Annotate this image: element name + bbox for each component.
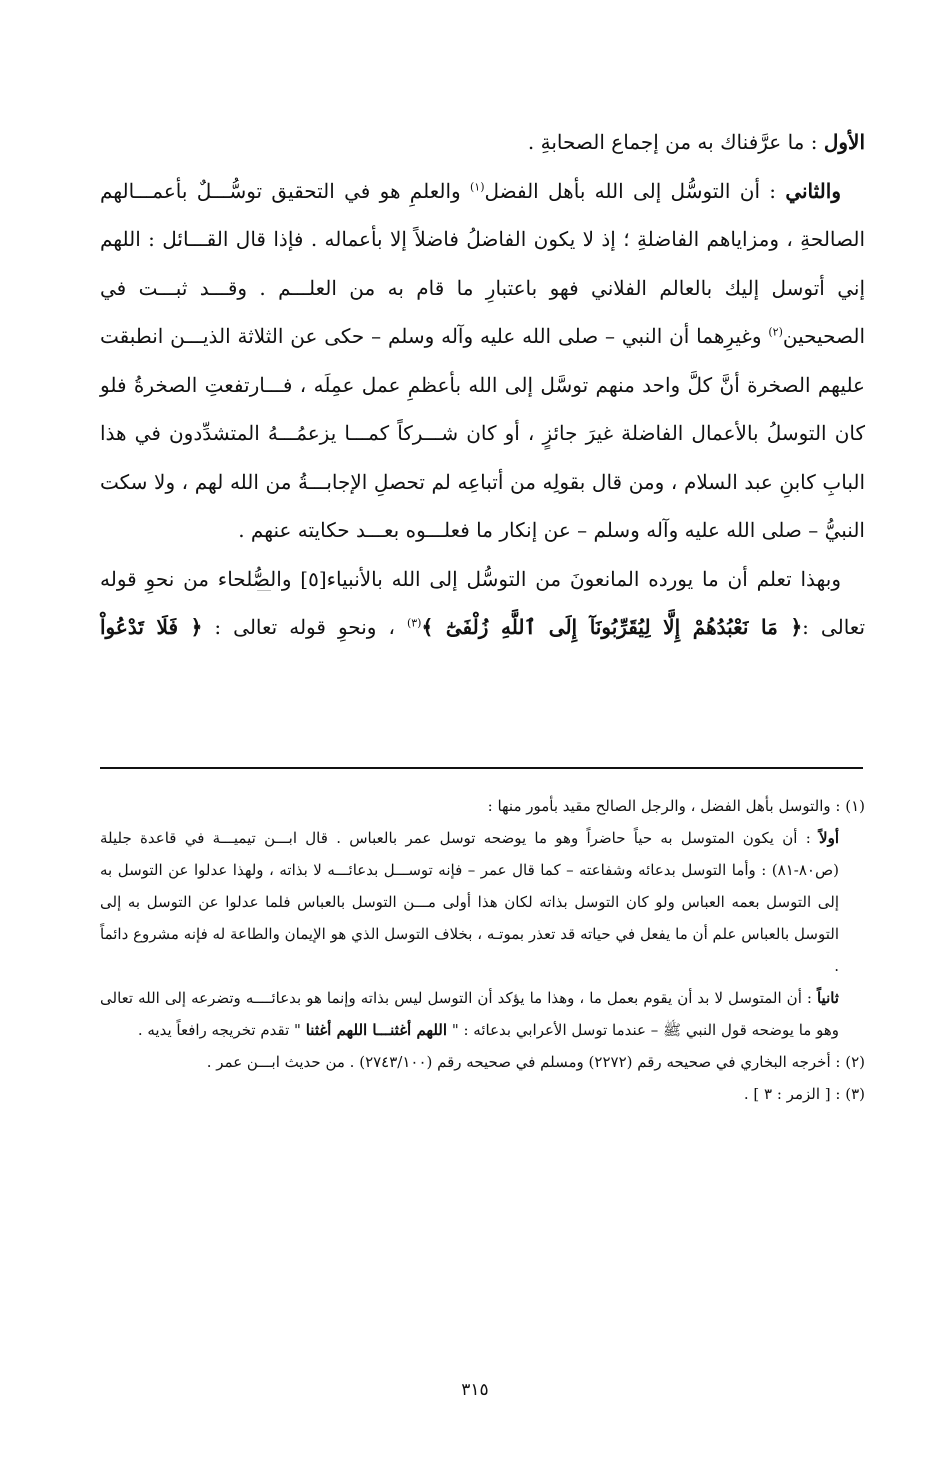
footnote-2: (٢) : أخرجه البخاري في صحيحه رقم (٢٢٧٢) ومسلم في صحيحه رقم (٢٧٤٣/١٠٠) . من حديث ابـــن عمر . bbox=[206, 1053, 865, 1071]
second-lead-word: والثاني bbox=[785, 178, 841, 203]
footnote-1: (١) : والتوسل بأهل الفضل ، والرجل الصالح مقيد بأمور منها : bbox=[487, 797, 865, 815]
second-paragraph-text-a: : أن التوسُّل إلى الله بأهل الفضل bbox=[484, 178, 786, 203]
footnote-1-second-text-b: " تقدم تخريجه رافعاً يديه . bbox=[137, 1021, 306, 1039]
footnote-1-second bbox=[100, 982, 865, 1046]
quran-verse-1: ﴿ مَا نَعْبُدُهُمْ إِلَّا لِيُقَرِّبُونَآ إِلَى ٱللَّهِ زُلْفَىٰٓ ﴾ bbox=[421, 615, 803, 639]
footnote-1-first-text: : أن يكون المتوسل به حياً حاضراً وهو ما يوضحه توسل عمر بالعباس . قال ابـــن تيميـــة في قاعدة جليلة (ص٨٠-٨١) : وأما التوسل بدعائه وشفاعته – كما قال عمر – فإنه توســـل بدعائـــه لا بذاته ، ولهذا عدلوا عن التوسل به إلى التوسل بعمه العباس ولو كان التوسل بذاته لكان هذا أولى مـــن التوسل بالعباس فلما عدلوا عن التوسل به إلى التوسل بالعباس علم أن ما يفعل في حياته قد تعذر بموتـه ، بخلاف التوسل الذي هو الإيمان والطاعة له فإنه مشروع دائماً . bbox=[100, 829, 839, 975]
scan-mark bbox=[257, 590, 271, 591]
footnote-separator bbox=[100, 767, 863, 769]
paragraph-second bbox=[100, 167, 865, 555]
paragraph-first bbox=[100, 118, 865, 167]
footnote-1-first bbox=[100, 822, 865, 982]
footnote-ref-1[interactable]: (١) bbox=[469, 179, 485, 193]
paragraph-third bbox=[100, 555, 865, 652]
first-lead-word: الأول bbox=[823, 130, 865, 154]
footnote-1-first-lead: أولاً bbox=[819, 829, 839, 847]
footnotes bbox=[100, 790, 865, 1110]
second-paragraph-text-c: وغيرِهما أن النبي – صلى الله عليه وآله وسلم – حكى عن الثلاثة الذيـــن انطبقت عليهم الصخرة أنَّ كلَّ واحد منهم توسَّل إلى الله بأعظمِ عمل عمِلَه ، فـــارتفعتِ الصخرةُ فلو كان التوسلُ بالأعمال الفاضلة غيرَ جائزٍ ، أو كان شـــركاً كمـــا يزعمُـــهُ المتشدِّدون في هذا البابِ كابنِ عبد السلام ، ومن قال بقولِه من أتباعِه لم تحصلِ الإجابـــةُ من الله لهم ، ولا سكت النبيُّ – صلى الله عليه وآله وسلم – عن إنكار ما فعلـــوه بعـــد حكايته عنهم . bbox=[100, 324, 865, 542]
footnote-3: (٣) : [ الزمر : ٣ ] . bbox=[743, 1085, 865, 1103]
footnote-1-second-text-a: : أن المتوسل لا بد أن يقوم بعمل ما ، وهذا ما يؤكد أن التوسل ليس بذاته وإنما هو بدعائــــه وتضرعه إلى الله تعالى وهو ما يوضحه قول النبي ﷺ – عندما توسل الأعرابي بدعائه : " bbox=[100, 989, 839, 1039]
footnote-1-second-bold: اللهم أغثنـــا اللهم أغثنا bbox=[305, 1021, 448, 1039]
page-number: ٣١٥ bbox=[461, 1380, 489, 1400]
footnote-ref-2[interactable]: (٢) bbox=[768, 325, 783, 339]
third-paragraph-text-a: وبهذا تعلم أن ما يورده المانعونَ من التوسُّل إلى الله بالأنبياء[٥] والصُّلحاء من نحوِ قوله تعالى : bbox=[100, 566, 866, 639]
third-paragraph-text-b: ، ونحوِ قوله تعالى : bbox=[202, 615, 407, 639]
first-paragraph-text: : ما عرَّفناك به من إجماع الصحابةِ . bbox=[527, 130, 824, 154]
main-text bbox=[100, 118, 865, 652]
quran-verse-2: ﴿ فَلَا تَدْعُواْ bbox=[100, 615, 203, 639]
footnote-ref-3[interactable]: (٣) bbox=[406, 616, 422, 630]
second-paragraph-text-b: والعلمِ هو في التحقيق توسُّـــلٌ بأعمـــالهم الصالحةِ ، ومزاياهم الفاضلةِ ؛ إذ لا يكون الفاضلُ فاضلاً إلا بأعماله . فإذا قال القـــائل : اللهم إني أتوسل إليك بالعالم الفلاني فهو باعتبارِ ما قام به من العلـــم . وقـــد ثبـــت في الصحيحين bbox=[100, 178, 865, 348]
footnote-1-second-lead: ثانياً bbox=[816, 989, 839, 1007]
